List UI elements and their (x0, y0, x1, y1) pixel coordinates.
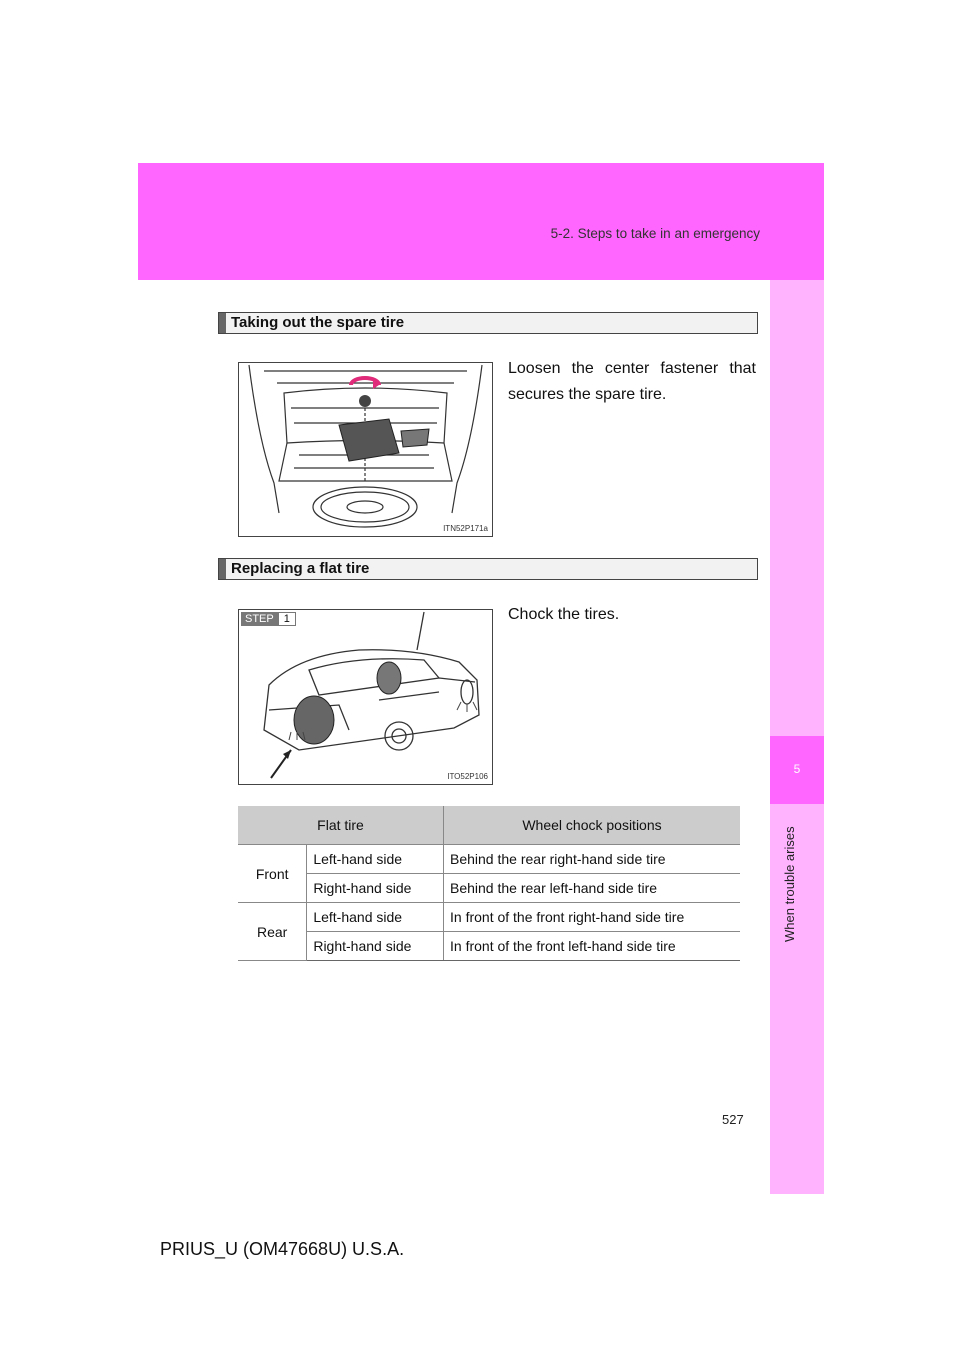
table-header-chock-positions: Wheel chock positions (444, 806, 741, 845)
trunk-illustration (238, 362, 493, 537)
chapter-label: When trouble arises (782, 826, 797, 942)
table-cell-position: Behind the rear right-hand side tire (444, 845, 741, 874)
chapter-number: 5 (793, 762, 801, 776)
instruction-text-spare: Loosen the center fastener that secures the spare tire. (508, 360, 756, 403)
table-cell-position: In front of the front right-hand side tire (444, 903, 741, 932)
table-row (238, 932, 740, 961)
table-cell-position: In front of the front left-hand side tire (444, 932, 741, 961)
table-cell-side: Right-hand side (307, 932, 444, 961)
car-drawing (239, 610, 492, 784)
table-cell-side: Right-hand side (307, 874, 444, 903)
section-heading-spare-tire (218, 312, 758, 334)
figure-code: ITO52P106 (447, 772, 488, 781)
step-badge (241, 612, 296, 626)
figure-code: ITN52P171a (443, 524, 488, 533)
table-cell-side: Left-hand side (307, 903, 444, 932)
header-band (138, 163, 824, 280)
page-number: 527 (722, 1112, 744, 1127)
wheel-chock-table (238, 806, 740, 961)
table-header-flat-tire: Flat tire (238, 806, 444, 845)
trunk-drawing (239, 363, 492, 536)
table-row (238, 845, 740, 874)
car-illustration (238, 609, 493, 785)
instruction-text-chock: Chock the tires. (508, 606, 620, 623)
section-heading-flat-tire (218, 558, 758, 580)
table-row (238, 903, 740, 932)
footer-model-code: PRIUS_U (OM47668U) U.S.A. (160, 1239, 405, 1259)
table-cell-side: Left-hand side (307, 845, 444, 874)
section-heading-text: Replacing a flat tire (231, 560, 370, 577)
step-number: 1 (278, 612, 296, 626)
section-heading-text: Taking out the spare tire (231, 314, 405, 331)
table-cell-flat: Rear (238, 903, 307, 961)
section-title: 5-2. Steps to take in an emergency (550, 226, 760, 241)
table-header-row (238, 806, 740, 845)
table-cell-position: Behind the rear left-hand side tire (444, 874, 741, 903)
table-cell-flat: Front (238, 845, 307, 903)
table-row (238, 874, 740, 903)
step-label: STEP (241, 612, 278, 626)
